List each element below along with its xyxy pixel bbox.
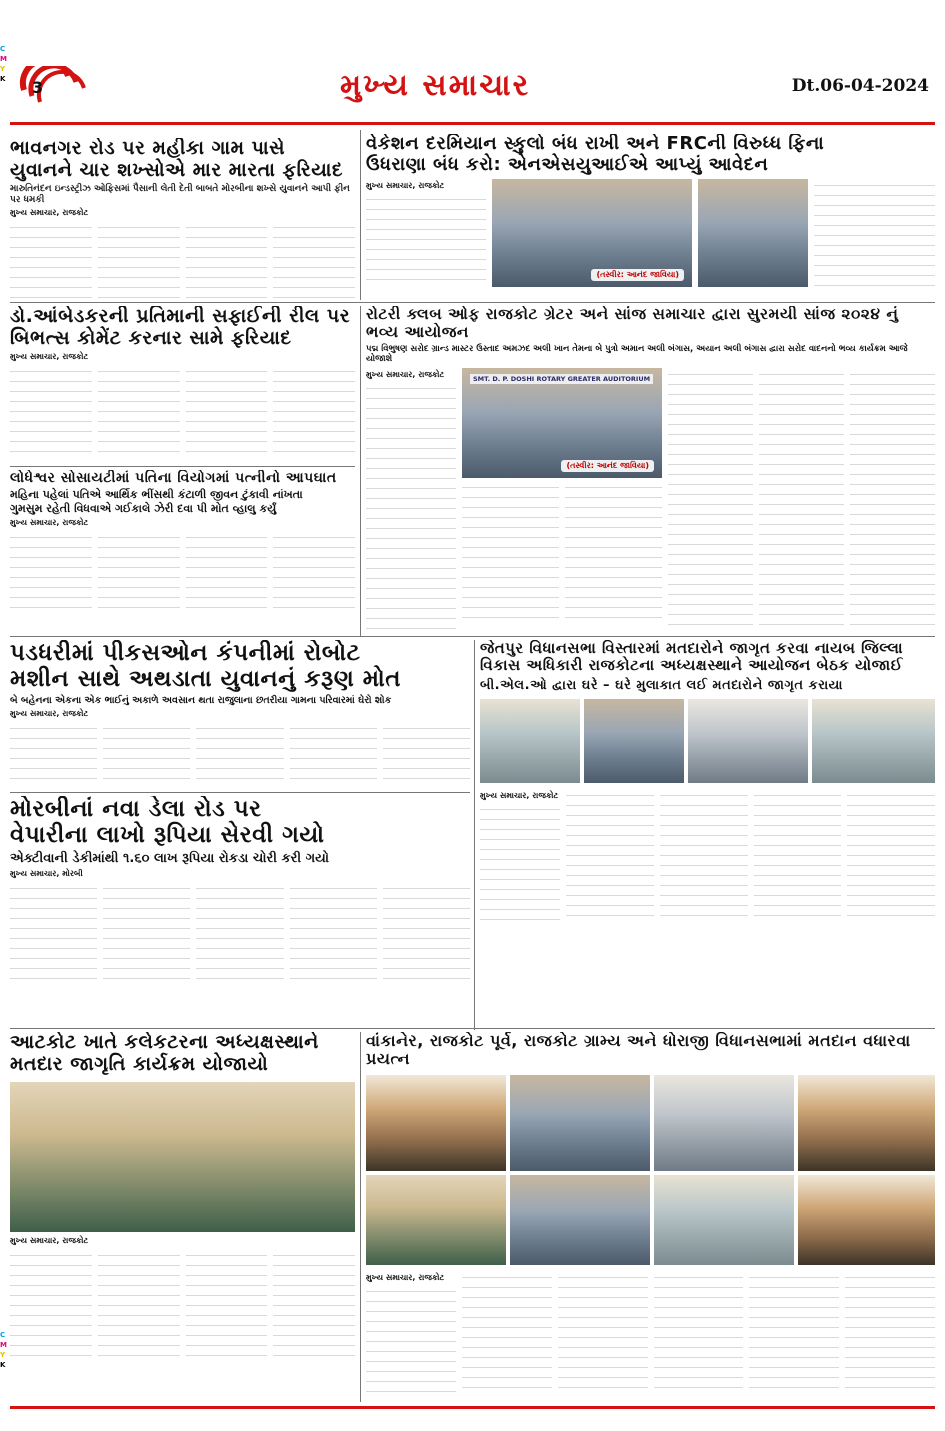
- body-column: [103, 882, 190, 982]
- body-column: [759, 368, 844, 633]
- jetpur-photo-4: [812, 699, 935, 783]
- headline-line: વેકેશન દરમિયાન સ્કુલો બંધ રાખી અને FRCની વિરુધ્ધ ફિના: [366, 134, 825, 154]
- voting-photo-4: [798, 1075, 935, 1171]
- jetpur-photo-1: [480, 699, 580, 783]
- byline: મુખ્ય સમાચાર, મોરબી: [10, 869, 83, 879]
- body-column: [290, 882, 377, 982]
- page-number: 3: [32, 78, 44, 97]
- body-column: [10, 365, 92, 457]
- subhead-line: ગુમસુમ રહેતી વિધવાએ ગઈકાલે ઝેરી દવા પી મોત વ્હાલુ કર્યું: [10, 501, 277, 515]
- reg-m: M: [0, 55, 7, 63]
- body-column: [186, 1249, 268, 1359]
- subhead: એક્ટીવાની ડેકીમાંથી ૧.૬૦ લાખ રૂપિયા રોકડા ચોરી કરી ગયો: [10, 850, 329, 866]
- headline: વાંકાનેર, રાજકોટ પૂર્વ, રાજકોટ ગ્રામ્ય અને ધોરાજી વિધાનસભામાં મતદાન વધારવા પ્રયત્ન: [366, 1032, 911, 1069]
- headline-line: મતદાર જાગૃતિ કાર્યક્રમ યોજાયો: [10, 1052, 269, 1075]
- voting-photo-6: [510, 1175, 650, 1265]
- article-rotary-surmayi-sanj: [366, 306, 935, 636]
- photo-caption: (તસ્વીર: આનંદ જાવિયા): [561, 460, 654, 472]
- article-morbi-theft: [10, 796, 470, 1026]
- reg-k: K: [0, 1361, 6, 1369]
- body-column: [10, 722, 97, 782]
- byline: મુખ્ય સમાચાર, રાજકોટ: [366, 181, 445, 191]
- body-column: [273, 221, 355, 298]
- reg-c: C: [0, 1331, 6, 1339]
- voting-photo-5: [366, 1175, 506, 1265]
- voting-photo-3: [654, 1075, 794, 1171]
- body-column: [558, 1271, 648, 1393]
- reg-m: M: [0, 1341, 7, 1349]
- body-column: [565, 481, 662, 621]
- body-column: [273, 1249, 355, 1359]
- body-column: [196, 882, 283, 982]
- body-column: [290, 722, 377, 782]
- article-body: [10, 531, 355, 615]
- reg-y: Y: [0, 1351, 6, 1359]
- column-divider: [360, 130, 361, 300]
- subhead: મારુતિનંદન ઇન્ડસ્ટ્રીઝ ઓફિસમાં પૈસાની લેતી દેતી બાબતે મોરબીના શખ્સે યુવાનને આપી ફીન પર ધમકી: [10, 183, 350, 205]
- body-column: [186, 365, 268, 457]
- jetpur-photo-3: [688, 699, 808, 783]
- masthead: મુખ્ય સમાચાર: [340, 68, 531, 103]
- headline-line: ભાવનગર રોડ પર મહીકા ગામ પાસે: [10, 138, 286, 159]
- column-divider: [360, 306, 361, 636]
- body-column: [383, 882, 470, 982]
- atkot-photo: [10, 1082, 355, 1232]
- headline-line: બી.એલ.ઓ દ્વારા ઘરે – ઘરે મુલાકાત લઈ મતદારોને જાગૃત કરાયા: [480, 677, 843, 693]
- auditorium-banner: SMT. D. P. DOSHI ROTARY GREATER AUDITORIUM: [470, 374, 653, 384]
- subhead: પદ્મ વિભુષણ સરોદ ગ્રાન્ડ માસ્ટર ઉસ્તાદ અમઝદ અલી ખાન તેમના બે પુત્રો અમાન અલી બંગાસ, અયાન અલી બંગાસ દ્વારા સરોદ વાદનનો ભવ્ય કાર્યક્રમ આજે યોજાશે: [366, 343, 908, 365]
- headline-line: યુવાનને ચાર શખ્સોએ માર મારતા ફરિયાદ: [10, 158, 344, 181]
- headline-line: ડો.આંબેડકરની પ્રતિમાની સફાઈની રીલ પર: [10, 306, 351, 327]
- body-column: [186, 221, 268, 298]
- body-column: [668, 368, 753, 633]
- article-body: [10, 882, 470, 982]
- footer-rule: [10, 1406, 935, 1409]
- article-body: [10, 1249, 355, 1359]
- article-body: [462, 481, 662, 621]
- headline: રોટરી ક્લબ ઓફ રાજકોટ ગ્રેટર અને સાંજ સમાચાર દ્વારા સુરમયી સાંજ ૨૦૨૪ નું ભવ્ય આયોજન: [366, 306, 899, 341]
- byline: મુખ્ય સમાચાર, રાજકોટ: [480, 791, 559, 801]
- byline: મુખ્ય સમાચાર, રાજકોટ: [10, 1235, 89, 1245]
- nsui-photo-2: [698, 179, 808, 287]
- headline: લોધેશ્વર સોસાયટીમાં પતિના વિયોગમાં પત્નીનો આપઘાત: [10, 470, 337, 486]
- body-column: [814, 179, 935, 287]
- article-assembly-voting-drive: [366, 1032, 935, 1402]
- headline-line: આટકોટ ખાતે કલેકટરના અધ્યક્ષસ્થાને: [10, 1032, 319, 1053]
- subhead-line: મહિના પહેલાં પતિએ આર્થિક ભીંસથી કંટાળી જીવન ટુંકાવી નાંખતા: [10, 488, 303, 502]
- article-body: [10, 365, 355, 457]
- page-header: [10, 62, 935, 122]
- nsui-photo: [492, 179, 692, 287]
- body-column: [383, 722, 470, 782]
- headline-line: પડધરીમાં પીકસઓન કંપનીમાં રોબોટ: [10, 640, 361, 666]
- body-column: [850, 368, 935, 633]
- reg-y: Y: [0, 65, 6, 73]
- byline: મુખ્ય સમાચાર, રાજકોટ: [366, 1272, 445, 1282]
- byline: મુખ્ય સમાચાર, રાજકોટ: [366, 369, 445, 379]
- subhead: બે બહેનના એકના એક ભાઈનું અકાળે અવસાન થતા રાજુલાના છતરીયા ગામના પરિવારમાં ઘેરો શોક: [10, 694, 392, 706]
- body-column: [462, 481, 559, 621]
- byline: મુખ્ય સમાચાર, રાજકોટ: [10, 517, 89, 527]
- article-lodheshwar-suicide: [10, 470, 355, 632]
- body-column: [480, 803, 560, 923]
- article-mahika-assault: [10, 138, 355, 298]
- article-jetpur-voter-awareness: [480, 640, 935, 1020]
- byline: મુખ્ય સમાચાર, રાજકોટ: [10, 351, 89, 361]
- voting-photo-1: [366, 1075, 506, 1171]
- registration-marks-top: [0, 44, 8, 84]
- issue-date: Dt.06-04-2024: [791, 76, 929, 96]
- body-column: [10, 882, 97, 982]
- headline-line: વિકાસ અધિકારી રાજકોટના અધ્યક્ષસ્થાને આયોજન બેઠક યોજાઈ: [480, 656, 903, 675]
- byline: મુખ્ય સમાચાર, રાજકોટ: [10, 708, 89, 718]
- body-column: [273, 531, 355, 615]
- section-rule: [10, 466, 355, 467]
- header-rule: [10, 122, 935, 125]
- body-column: [273, 365, 355, 457]
- registration-marks-bottom: [0, 1330, 8, 1370]
- body-column: [98, 365, 180, 457]
- body-column: [845, 1271, 935, 1393]
- article-atkot-voter-program: [10, 1032, 355, 1402]
- body-column: [366, 193, 486, 283]
- column-divider: [360, 1032, 361, 1402]
- section-rule: [10, 636, 935, 637]
- article-padadhari-robot: [10, 640, 470, 790]
- body-column: [366, 1285, 456, 1395]
- section-rule: [10, 302, 935, 303]
- body-column: [98, 531, 180, 615]
- headline-line: બિભત્સ કોમેંટ કરનાર સામે ફરિયાદ: [10, 326, 292, 349]
- article-body: [10, 221, 355, 298]
- article-nsui-petition: [366, 134, 935, 304]
- voting-photo-2: [510, 1075, 650, 1171]
- body-column: [10, 531, 92, 615]
- article-body: [10, 722, 470, 782]
- body-column: [98, 221, 180, 298]
- article-ambedkar-reel: [10, 306, 355, 466]
- body-column: [196, 722, 283, 782]
- body-column: [98, 1249, 180, 1359]
- body-column: [366, 382, 456, 632]
- headline-line: જેતપુર વિધાનસભા વિસ્તારમાં મતદારોને જાગૃત કરવા નાયબ જિલ્લા: [480, 640, 904, 657]
- body-column: [186, 531, 268, 615]
- headline-line: ઉધરાણા બંધ કરો: એનએસયુઆઈએ આપ્યું આવેદન: [366, 153, 769, 175]
- rotary-photo: [462, 368, 662, 478]
- body-column: [10, 1249, 92, 1359]
- body-column: [847, 789, 935, 921]
- reg-c: C: [0, 45, 6, 53]
- body-column: [654, 1271, 744, 1393]
- headline-line: વેપારીના લાખો રૂપિયા સેરવી ગયો: [10, 822, 325, 849]
- headline-line: મોરબીનાં નવા ડેલા રોડ પર: [10, 796, 262, 822]
- body-column: [660, 789, 748, 921]
- body-column: [462, 1271, 552, 1393]
- section-rule: [10, 1028, 935, 1029]
- body-column: [103, 722, 190, 782]
- body-column: [10, 221, 92, 298]
- jetpur-photo-2: [584, 699, 684, 783]
- headline-line: મશીન સાથે અથડાતા યુવાનનું કરૂણ મોત: [10, 666, 402, 693]
- body-column: [754, 789, 842, 921]
- body-column: [566, 789, 654, 921]
- column-divider: [474, 640, 475, 1030]
- photo-caption: (તસ્વીર: આનંદ જાવિયા): [591, 269, 684, 281]
- section-rule: [10, 792, 470, 793]
- reg-k: K: [0, 75, 6, 83]
- voting-photo-8: [798, 1175, 935, 1265]
- voting-photo-7: [654, 1175, 794, 1265]
- byline: મુખ્ય સમાચાર, રાજકોટ: [10, 208, 89, 218]
- body-column: [749, 1271, 839, 1393]
